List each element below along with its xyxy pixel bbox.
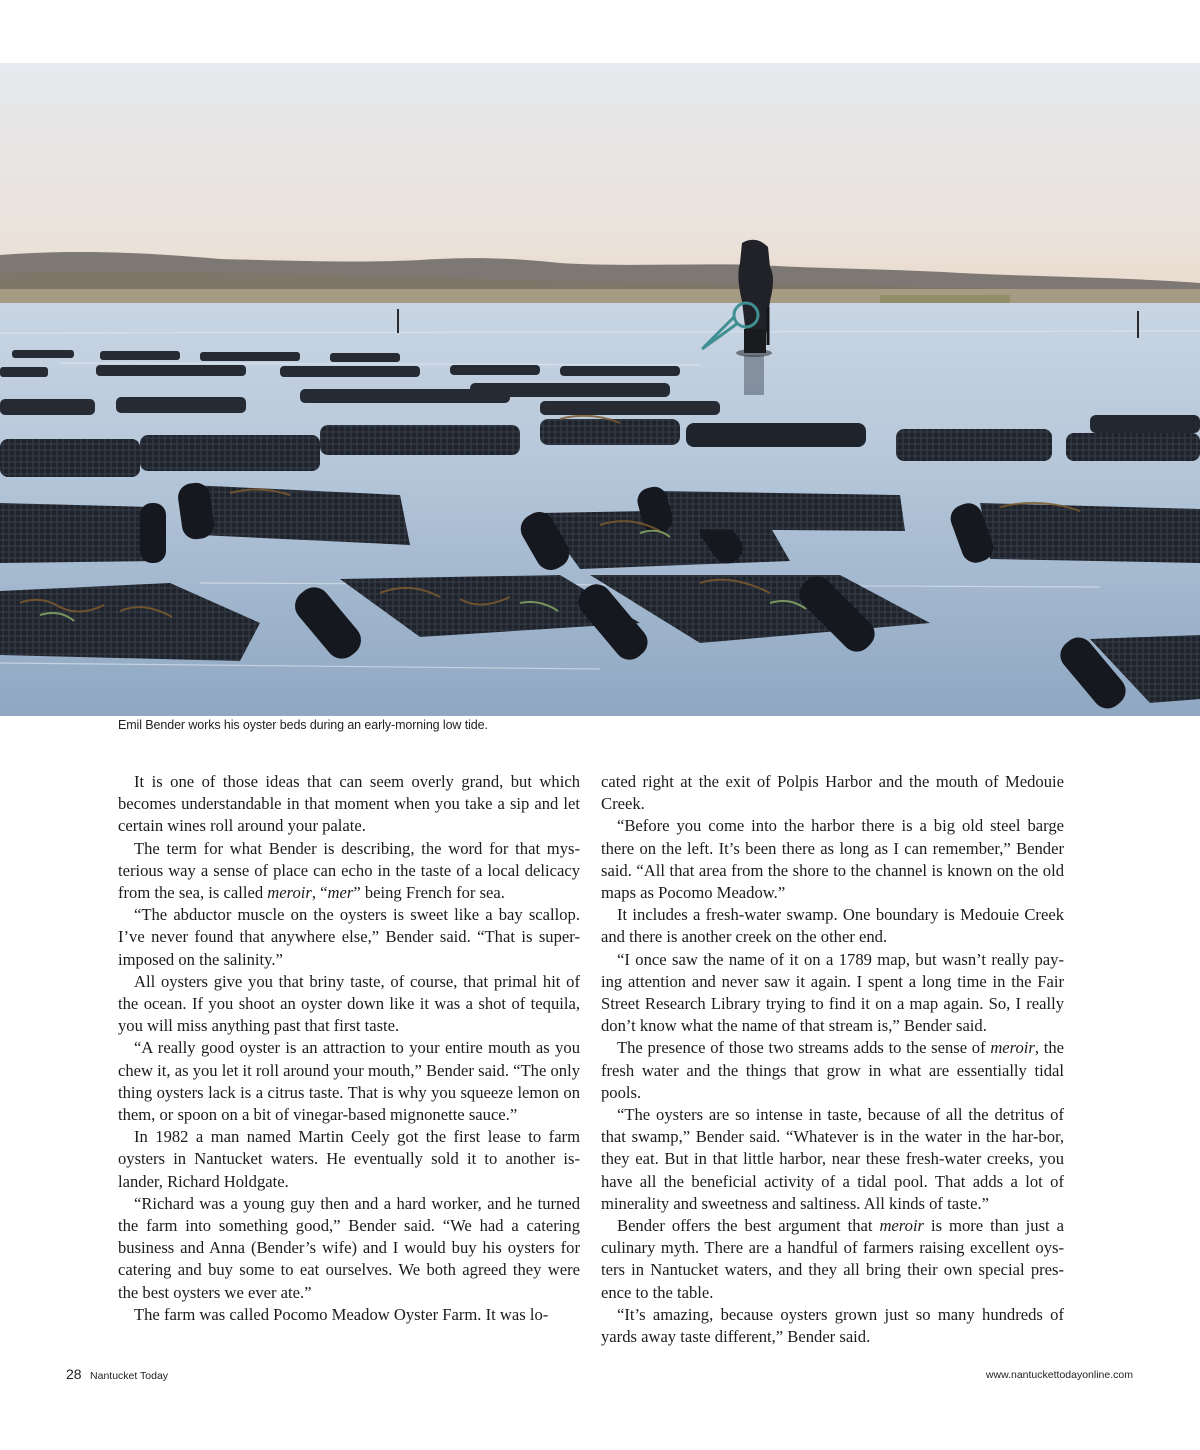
publication-name: Nantucket Today: [90, 1370, 169, 1382]
paragraph: It is one of those ideas that can seem overly grand, but which becomes understandable in that moment when you take a sip and let certain wines roll around your palate.: [118, 772, 580, 836]
paragraph: “Before you come into the harbor there is a big old steel barge there on the left. It’s been there as long as I can remember,” Bender said. “All that area from the shore to the channel is known on the old maps as Pocomo Meadow.”: [601, 816, 1064, 903]
paragraph: The presence of those two streams adds to the sense of meroir, the fresh water and the things that grow in what are essentially tidal pools.: [601, 1038, 1064, 1102]
page-folio: [66, 1366, 168, 1384]
paragraph: The farm was called Pocomo Meadow Oyster Farm. It was lo-: [134, 1304, 549, 1324]
article-left-column: [118, 771, 580, 1326]
paragraph: The term for what Bender is describing, the word for that mys-​terious way a sense of place can echo in the taste of a local delicacy from the sea, is called meroir, “mer” being French for sea.: [118, 838, 580, 903]
paragraph-continued: cated right at the exit of Polpis Harbor and the mouth of Medouie Creek.: [601, 772, 1064, 814]
paragraph: “The abductor muscle on the oysters is sweet like a bay scallop. I’ve never found that anywhere else,” Bender said. “That is super-​imposed on the salinity.”: [118, 905, 580, 969]
paragraph: “I once saw the name of it on a 1789 map, but wasn’t really pay-​ing attention and never saw it again. I spent a long time in the Fair Street Research Library trying to find it on a map again. So, I really don’t know what the name of that stream is,” Bender said.: [601, 949, 1064, 1036]
website-url[interactable]: www.nantuckettodayonline.com: [985, 1369, 1133, 1381]
paragraph: In 1982 a man named Martin Ceely got the first lease to farm oysters in Nantucket waters. He eventually sold it to another is-​lander, Richard Holdgate.: [118, 1127, 580, 1191]
paragraph: “The oysters are so intense in taste, because of all the detritus of that swamp,” Bender said. “Whatever is in the water in the har-​bor, they eat. But in that little harbor, near these fresh-water creeks, you have all the beneficial activity of a tidal pool. That adds a lot of minerality and sweetness and saltiness. All kinds of taste.”: [601, 1105, 1064, 1213]
page-number: 28: [66, 1366, 82, 1382]
paragraph: “A really good oyster is an attraction to your entire mouth as you chew it, as you let it roll around your mouth,” Bender said. “The only thing oysters lack is a citrus taste. That is why you squeeze lemon on them, or spoon on a bit of vinegar-based mignonette sauce.”: [118, 1038, 580, 1125]
article-right-column: [601, 771, 1064, 1348]
oyster-beds-photo: [0, 63, 1200, 716]
paragraph: All oysters give you that briny taste, of course, that primal hit of the ocean. If you shoot an oyster down like it was a shot of tequila, you will miss anything past that first taste.: [118, 971, 580, 1036]
photo-caption: Emil Bender works his oyster beds during an early-morning low tide.: [118, 718, 488, 732]
paragraph: Bender offers the best argument that meroir is more than just a culinary myth. There are a handful of farmers raising excellent oys-​ters in Nantucket waters, and they all bring their own special pres-​ence to the table.: [601, 1216, 1064, 1302]
paragraph: “Richard was a young guy then and a hard worker, and he turned the farm into something good,” Bender said. “We had a catering business and Anna (Bender’s wife) and I would buy his oysters for catering and buy some to eat ourselves. We both agreed they were the best oysters we ever ate.”: [118, 1193, 580, 1302]
paragraph: It includes a fresh-water swamp. One boundary is Medouie Creek and there is another creek on the other end.: [601, 905, 1064, 947]
paragraph: “It’s amazing, because oysters grown just so many hundreds of yards away taste different,” Bender said.: [601, 1304, 1064, 1347]
